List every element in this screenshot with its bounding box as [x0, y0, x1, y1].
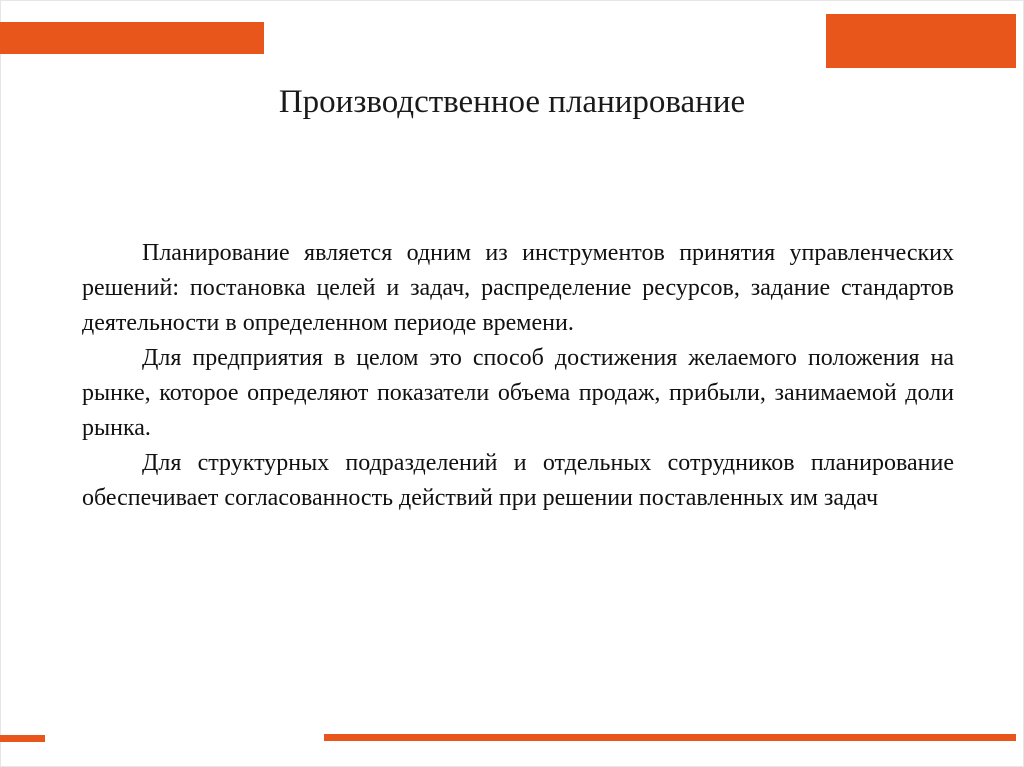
paragraph-1: Планирование является одним из инструментов принятия управленческих решений: постановка целей и задач, распределение ресурсов, задание стандартов деятельности в определенном периоде времени. [82, 240, 954, 336]
decor-bar-bottom-left [0, 735, 45, 742]
slide-title: Производственное планирование [278, 84, 746, 120]
decor-bar-bottom-right [324, 734, 1016, 741]
decor-bar-top-right [826, 14, 1016, 68]
paragraph-3: Для структурных подразделений и отдельных сотрудников планирование обеспечивает согласованность действий при решении поставленных им задач [82, 450, 954, 511]
paragraph-2: Для предприятия в целом это способ достижения желаемого положения на рынке, которое определяют показатели объема продаж, прибыли, занимаемой доли рынка. [82, 345, 954, 441]
decor-bar-top-left [0, 22, 264, 54]
slide-body [82, 236, 954, 516]
